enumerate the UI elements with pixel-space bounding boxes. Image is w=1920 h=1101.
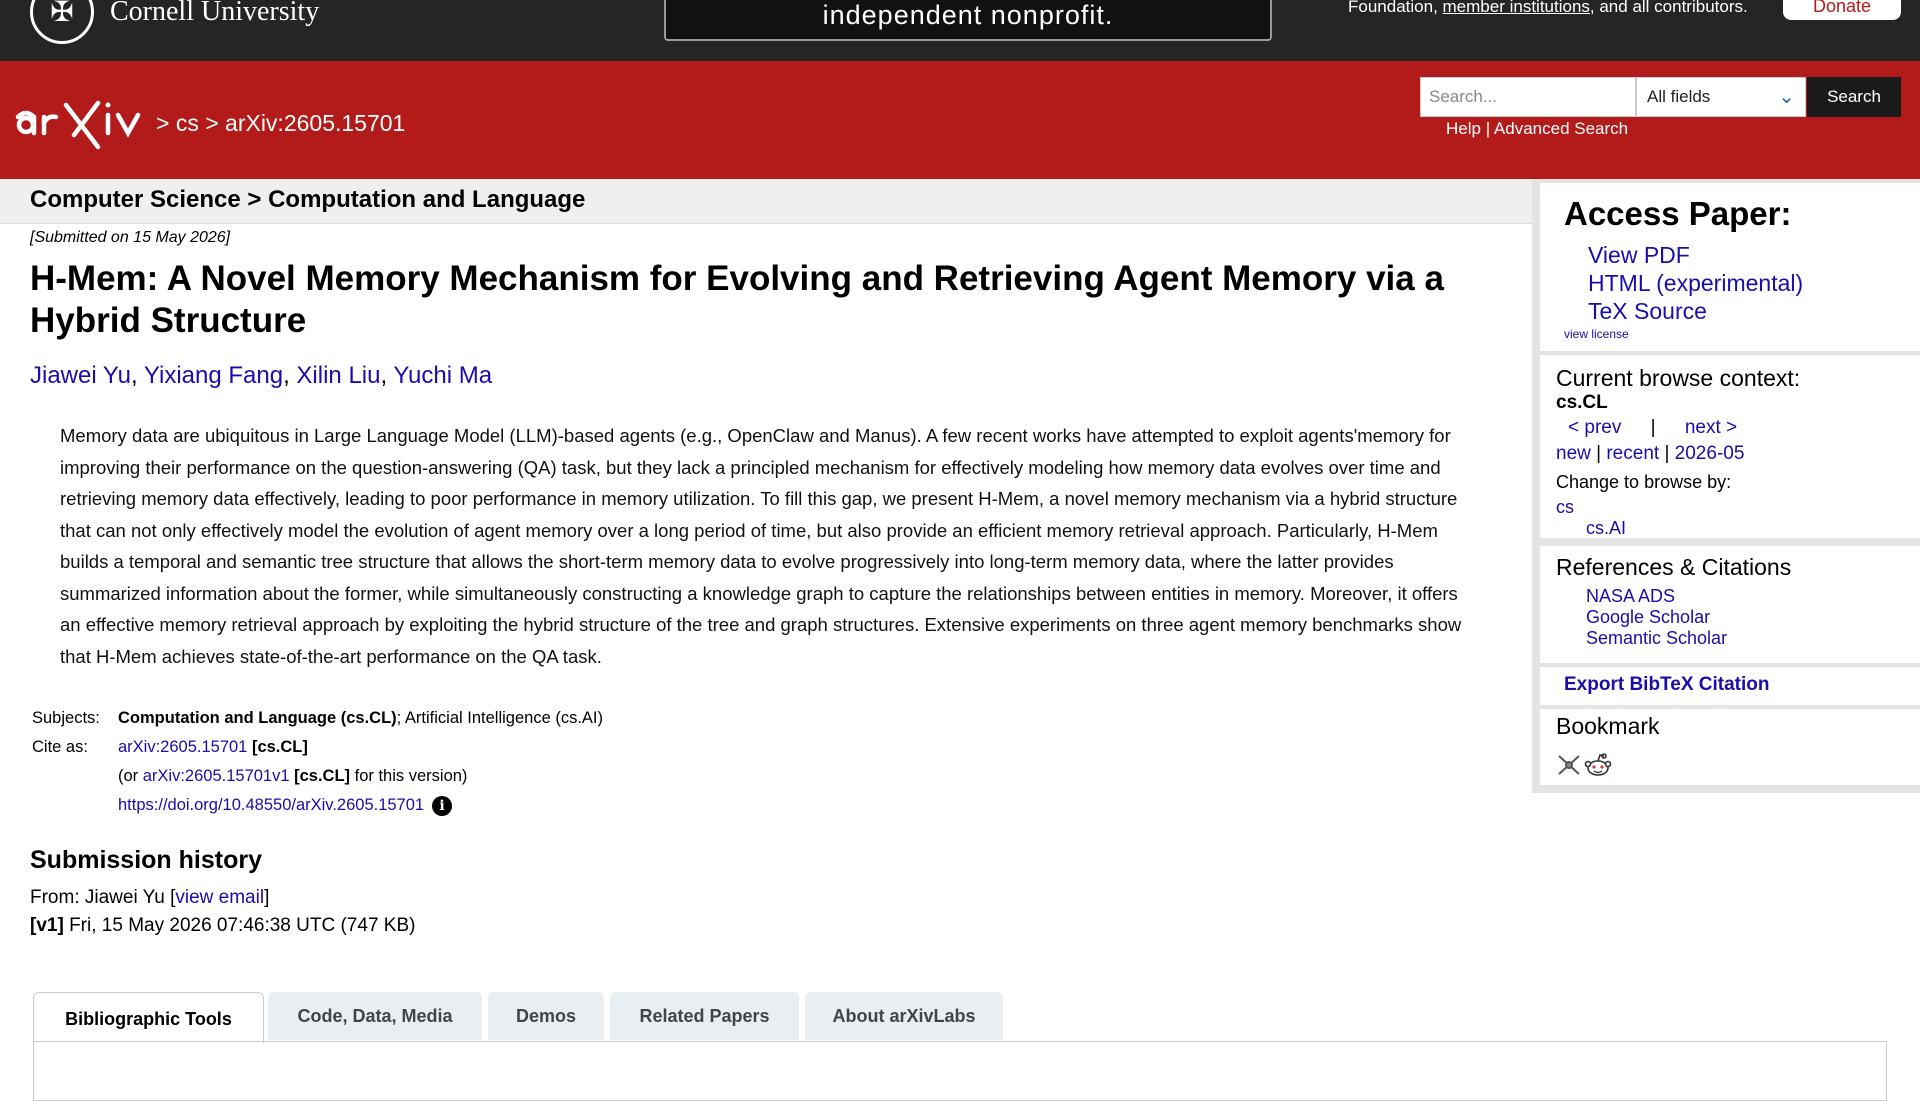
cite-id-link[interactable]: arXiv:2605.15701 [118, 738, 248, 756]
view-license-link[interactable]: view license [1564, 327, 1629, 341]
info-icon[interactable]: i [432, 796, 452, 816]
google-scholar-link[interactable]: Google Scholar [1586, 607, 1711, 627]
browse-context-box: Current browse context: cs.CL < prev | next > new | recent | 2026-05 Change to browse by: cs cs.AI [1540, 355, 1920, 538]
nonprofit-text: independent nonprofit. [822, 0, 1114, 30]
tab-about-arxivlabs[interactable]: About arXivLabs [805, 992, 1003, 1040]
submission-date: [Submitted on 15 May 2026] [30, 229, 231, 246]
cornell-seal-icon: ✠ [30, 0, 94, 44]
author-link[interactable]: Xilin Liu [296, 362, 381, 389]
browse-cs-link[interactable]: cs [1556, 497, 1574, 517]
subject-heading: Computer Science > Computation and Language [30, 186, 586, 213]
search-button[interactable]: Search [1807, 77, 1901, 117]
arxiv-header [0, 61, 1920, 179]
tex-source-link[interactable]: TeX Source [1588, 298, 1707, 324]
submission-history-title: Submission history [30, 846, 262, 874]
bookmark-box [1540, 709, 1920, 785]
search-field-select[interactable]: All fields ⌄ [1636, 77, 1806, 117]
nasa-ads-link[interactable]: NASA ADS [1586, 586, 1676, 606]
export-box [1540, 667, 1920, 705]
member-institutions-link[interactable]: member institutions [1442, 0, 1590, 16]
recent-link[interactable]: recent [1606, 443, 1660, 464]
abstract: Memory data are ubiquitous in Large Language Model (LLM)-based agents (e.g., OpenClaw and Manus). A few recent works have attempted to exploit agents'memory for improving their performance on the question-answering (QA) task, but they lack a principled mechanism for effectively modeling how memory data evolves over time and retrieving memory data effectively, leading to poor performance in memory utilization. To fill this gap, we present H-Mem, a novel memory mechanism via a hybrid structure that can not only effectively model the evolution of agent memory over a long period of time, but also provide an efficient memory retrieval approach. Particularly, H-Mem builds a temporal and semantic tree structure that allows the short-term memory data to evolve progressively into long-term memory data, where the latter provides summarized information about the former, while simultaneously constructing a knowledge graph to capture the relationships between entities in memory. Moreover, it offers an effective memory retrieval approach by exploiting the hybrid structure of the tree and graph structures. Extensive experiments on three agent memory benchmarks show that H-Mem achieves state-of-the-art performance on the QA task. [60, 425, 1462, 667]
cite-version-link[interactable]: arXiv:2605.15701v1 [142, 767, 290, 785]
submission-from: From: Jiawei Yu [view email] [30, 887, 270, 908]
arxiv-logo[interactable] [14, 91, 154, 153]
prev-link[interactable]: < prev [1568, 417, 1622, 438]
view-pdf-link[interactable]: View PDF [1588, 242, 1690, 268]
nonprofit-banner [664, 0, 1272, 41]
breadcrumb[interactable]: > cs > arXiv:2605.15701 [156, 110, 406, 136]
search-input[interactable] [1420, 77, 1636, 117]
html-link[interactable]: HTML (experimental) [1588, 270, 1804, 296]
subject-breadcrumb [0, 179, 1532, 224]
help-link[interactable]: Help [1446, 119, 1481, 138]
cornell-logo[interactable] [30, 0, 319, 44]
author-link[interactable]: Yuchi Ma [393, 362, 493, 389]
cornell-name: Cornell University [110, 0, 320, 27]
new-link[interactable]: new [1556, 443, 1591, 464]
tab-code-data-media[interactable]: Code, Data, Media [268, 992, 482, 1040]
change-browse-label: Change to browse by: [1556, 472, 1732, 492]
bookmark-title: Bookmark [1556, 713, 1660, 739]
top-banner [0, 0, 1920, 61]
author-link[interactable]: Yixiang Fang [143, 362, 284, 389]
cite-label: Cite as: [32, 738, 88, 756]
context-title: Current browse context: [1556, 365, 1801, 391]
support-text: Foundation, member institutions, and all contributors. [1348, 0, 1748, 17]
tab-bibliographic-tools[interactable]: Bibliographic Tools [33, 992, 264, 1043]
access-paper-title: Access Paper: [1564, 195, 1792, 232]
tab-related-papers[interactable]: Related Papers [610, 992, 799, 1040]
metadata-table: Subjects: Computation and Language (cs.CL); Artificial Intelligence (cs.AI) Cite as: arXiv:2605.15701 [cs.CL] (or arXiv:2605.15701v1 [cs.CL] for this version) https://doi.org/10.48550/arXiv.2605.15701 i [30, 706, 607, 822]
help-links: Help | Advanced Search [1446, 119, 1629, 138]
subjects-label: Subjects: [32, 709, 100, 727]
export-bibtex-link[interactable]: Export BibTeX Citation [1564, 674, 1770, 695]
semantic-scholar-link[interactable]: Semantic Scholar [1586, 628, 1728, 648]
version-v1: [v1] Fri, 15 May 2026 07:46:38 UTC (747 KB) [30, 915, 416, 936]
next-link[interactable]: next > [1684, 417, 1738, 438]
doi-link[interactable]: https://doi.org/10.48550/arXiv.2605.15701 [118, 796, 425, 814]
tab-panel [33, 1041, 1887, 1101]
reddit-icon[interactable] [1584, 751, 1612, 779]
author-link[interactable]: Jiawei Yu [30, 362, 131, 389]
browse-csai-link[interactable]: cs.AI [1586, 518, 1627, 538]
paper-title: H-Mem: A Novel Memory Mechanism for Evolving and Retrieving Agent Memory via a Hybrid Structure [30, 259, 1444, 340]
references-box [1540, 546, 1920, 663]
view-email-link[interactable]: view email [175, 887, 265, 908]
month-link[interactable]: 2026-05 [1674, 443, 1745, 464]
author-list: Jiawei Yu, Yixiang Fang, Xilin Liu, Yuchi Ma [30, 362, 493, 389]
advanced-search-link[interactable]: Advanced Search [1493, 119, 1629, 138]
sidebar [1532, 179, 1920, 793]
subjects-value: Computation and Language (cs.CL); Artificial Intelligence (cs.AI) [118, 709, 603, 727]
chevron-down-icon: ⌄ [1778, 86, 1795, 108]
tab-demos[interactable]: Demos [488, 992, 604, 1040]
donate-button[interactable]: Donate [1783, 0, 1901, 20]
access-paper-box [1540, 183, 1920, 351]
bibsonomy-icon[interactable] [1556, 753, 1582, 777]
context-value: cs.CL [1556, 392, 1608, 413]
references-title: References & Citations [1556, 554, 1792, 580]
